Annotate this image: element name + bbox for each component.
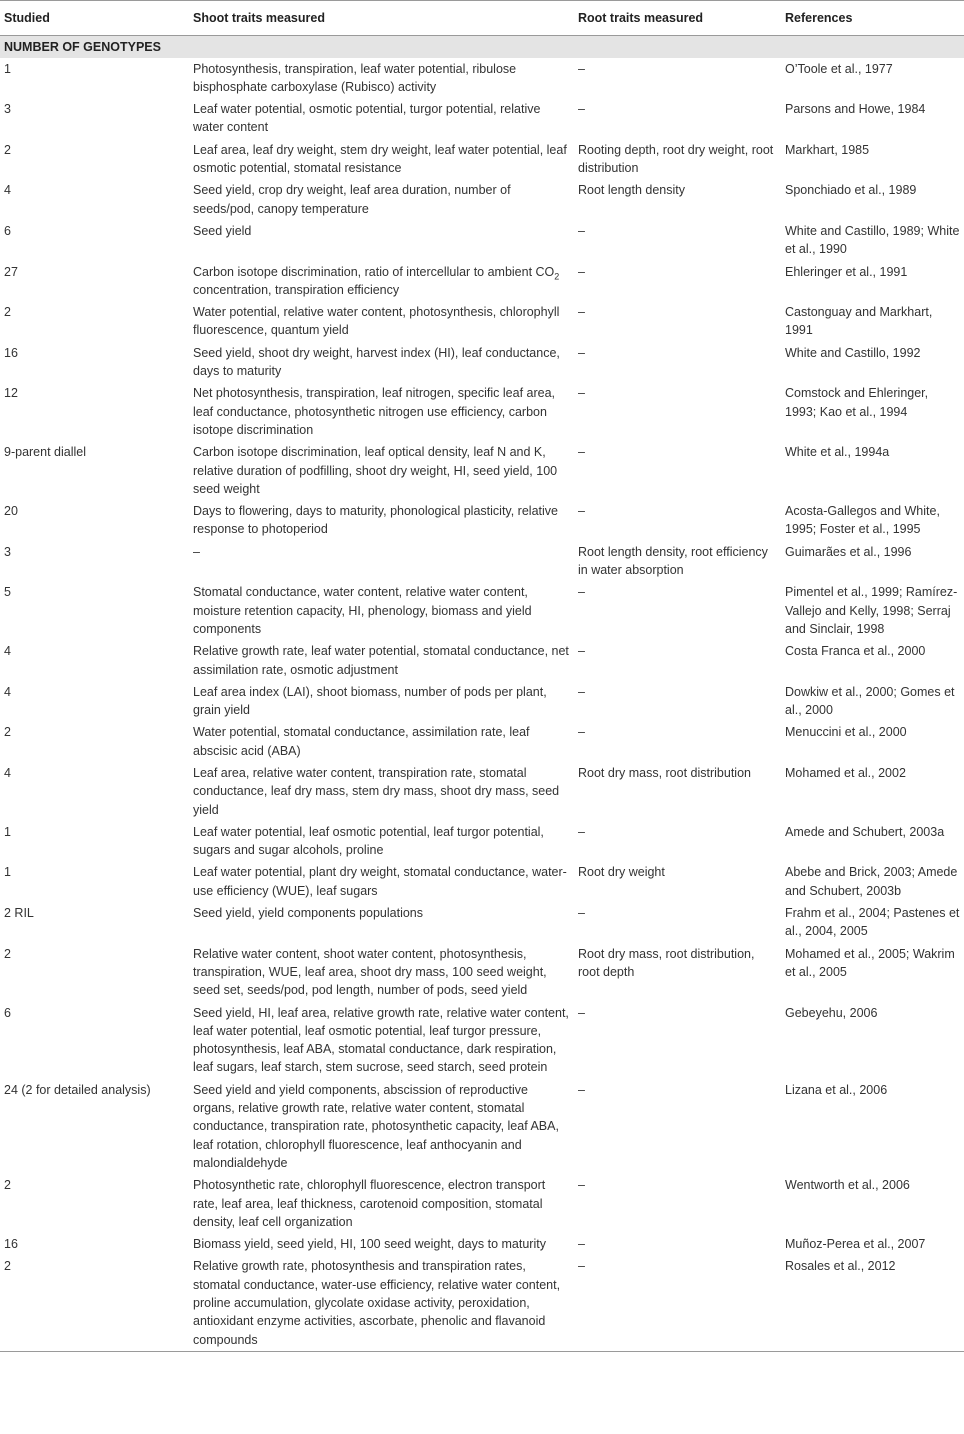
cell-references: Castonguay and Markhart, 1991 bbox=[785, 305, 933, 338]
cell-studied: 4 bbox=[4, 684, 11, 699]
cell-references: Wentworth et al., 2006 bbox=[785, 1178, 910, 1193]
cell-studied: 12 bbox=[4, 386, 18, 401]
table-row bbox=[0, 1002, 964, 1079]
shoot-text-part: Carbon isotope discrimination, ratio of intercellular to ambient CO bbox=[193, 264, 555, 279]
table-row bbox=[0, 382, 964, 441]
cell-references: White and Castillo, 1992 bbox=[785, 345, 921, 360]
cell-studied: 9-parent diallel bbox=[4, 445, 86, 460]
cell-shoot-traits: Water potential, relative water content, photosynthesis, chlorophyll fluorescence, quantum yield bbox=[193, 305, 560, 338]
cell-shoot-traits: Water potential, stomatal conductance, assimilation rate, leaf abscisic acid (ABA) bbox=[193, 725, 530, 758]
cell-shoot-traits: Leaf area, leaf dry weight, stem dry weight, leaf water potential, leaf osmotic potential, stomatal resistance bbox=[193, 142, 567, 176]
cell-references: Abebe and Brick, 2003; Amede and Schubert, 2003b bbox=[785, 865, 958, 898]
cell-root-traits: – bbox=[574, 1255, 781, 1351]
cell-studied: 4 bbox=[4, 183, 11, 198]
header-row bbox=[0, 1, 964, 36]
cell-root-traits: – bbox=[578, 906, 585, 921]
shoot-subscript: 2 bbox=[554, 271, 560, 282]
table-row bbox=[0, 441, 964, 500]
cell-studied: 27 bbox=[4, 264, 18, 279]
cell-shoot-traits: Photosynthesis, transpiration, leaf water potential, ribulose bisphosphate carboxylase (Rubisco) activity bbox=[193, 61, 517, 94]
cell-references: Acosta-Gallegos and White, 1995; Foster et al., 1995 bbox=[785, 504, 940, 537]
cell-shoot-traits: Leaf area index (LAI), shoot biomass, number of pods per plant, grain yield bbox=[193, 684, 547, 718]
cell-references: Costa Franca et al., 2000 bbox=[785, 644, 926, 659]
cell-shoot-traits: Seed yield, yield components populations bbox=[193, 906, 424, 921]
cell-shoot-traits: Stomatal conductance, water content, relative water content, moisture retention capacity, HI, phenology, biomass and yield components bbox=[193, 585, 532, 636]
header-studied: Studied bbox=[0, 1, 189, 36]
cell-shoot-traits: Biomass yield, seed yield, HI, 100 seed weight, days to maturity bbox=[193, 1237, 546, 1252]
cell-references: Markhart, 1985 bbox=[785, 142, 870, 157]
cell-studied: 2 bbox=[4, 142, 11, 157]
section-row bbox=[0, 36, 964, 58]
table-row bbox=[0, 1174, 964, 1233]
cell-references: Dowkiw et al., 2000; Gomes et al., 2000 bbox=[785, 684, 955, 718]
cell-shoot-traits: Relative growth rate, leaf water potential, stomatal conductance, net assimilation rate, osmotic adjustment bbox=[193, 644, 569, 677]
cell-root-traits: Rooting depth, root dry weight, root distribution bbox=[578, 142, 774, 176]
cell-references: Lizana et al., 2006 bbox=[785, 1082, 888, 1097]
cell-studied: 1 bbox=[4, 824, 11, 839]
cell-root-traits: – bbox=[578, 1178, 585, 1193]
cell-shoot-traits bbox=[189, 261, 574, 302]
cell-root-traits: – bbox=[578, 725, 585, 740]
cell-root-traits: – bbox=[578, 644, 585, 659]
section-label: NUMBER OF GENOTYPES bbox=[0, 36, 964, 58]
cell-studied: 3 bbox=[4, 102, 11, 117]
cell-root-traits: Root length density, root efficiency in water absorption bbox=[578, 544, 768, 578]
cell-studied: 5 bbox=[4, 585, 11, 600]
cell-references: White and Castillo, 1989; White et al., 1990 bbox=[785, 223, 960, 257]
cell-shoot-traits: Carbon isotope discrimination, leaf optical density, leaf N and K, relative duration of podfilling, shoot dry weight, HI, seed yield, 100 seed weight bbox=[193, 445, 558, 496]
cell-references: Gebeyehu, 2006 bbox=[785, 1005, 878, 1020]
cell-studied: 2 bbox=[4, 1178, 11, 1193]
cell-references: Rosales et al., 2012 bbox=[781, 1255, 964, 1351]
cell-studied: 3 bbox=[4, 544, 11, 559]
cell-studied: 2 bbox=[0, 1255, 189, 1351]
cell-references: Frahm et al., 2004; Pastenes et al., 2004, 2005 bbox=[785, 906, 960, 939]
cell-studied: 2 bbox=[4, 725, 11, 740]
table-row bbox=[0, 261, 964, 302]
cell-root-traits: – bbox=[578, 305, 585, 320]
cell-shoot-traits: Seed yield, shoot dry weight, harvest index (HI), leaf conductance, days to maturity bbox=[193, 345, 560, 379]
cell-shoot-traits: Relative water content, shoot water content, photosynthesis, transpiration, WUE, leaf area, shoot dry mass, 100 seed weight, seed set, seeds/pod, pod length, number of pods, seed yield bbox=[193, 946, 547, 998]
cell-studied: 16 bbox=[4, 1237, 18, 1252]
table-row bbox=[0, 762, 964, 821]
cell-shoot-traits: Seed yield bbox=[193, 223, 252, 238]
cell-root-traits: – bbox=[578, 264, 585, 279]
cell-studied: 1 bbox=[4, 61, 11, 76]
cell-shoot-traits: Seed yield, HI, leaf area, relative growth rate, relative water content, leaf water potential, leaf osmotic potential, leaf turgor pressure, photosynthesis, leaf ABA, stomatal conductance, dark respiration, leaf sugars, leaf starch, stem sucrose, seed starch, seed protein bbox=[193, 1005, 569, 1075]
cell-root-traits: Root length density bbox=[578, 183, 686, 198]
table-row bbox=[0, 721, 964, 762]
cell-shoot-traits: – bbox=[193, 544, 200, 559]
cell-shoot-traits: Leaf water potential, leaf osmotic potential, leaf turgor potential, sugars and sugar alcohols, proline bbox=[193, 824, 544, 858]
cell-references: Ehleringer et al., 1991 bbox=[785, 264, 908, 279]
shoot-text-part: concentration, transpiration efficiency bbox=[193, 282, 400, 297]
cell-root-traits: – bbox=[578, 684, 585, 699]
table-row bbox=[0, 500, 964, 541]
table-row bbox=[0, 139, 964, 180]
table-row bbox=[0, 681, 964, 722]
cell-studied: 2 RIL bbox=[4, 906, 34, 921]
cell-studied: 16 bbox=[4, 345, 18, 360]
cell-root-traits: – bbox=[578, 585, 585, 600]
cell-root-traits: – bbox=[578, 824, 585, 839]
header-references: References bbox=[781, 1, 964, 36]
table-row bbox=[0, 943, 964, 1002]
table-row bbox=[0, 98, 964, 139]
cell-studied: 4 bbox=[4, 765, 11, 780]
table-row bbox=[0, 301, 964, 342]
cell-references: Menuccini et al., 2000 bbox=[785, 725, 907, 740]
cell-root-traits: – bbox=[578, 61, 585, 76]
cell-root-traits: – bbox=[578, 1005, 585, 1020]
cell-root-traits: – bbox=[578, 1237, 585, 1252]
cell-shoot-traits: Leaf water potential, plant dry weight, stomatal conductance, water-use efficiency (WUE), leaf sugars bbox=[193, 865, 567, 898]
table-row bbox=[0, 640, 964, 681]
cell-references: Parsons and Howe, 1984 bbox=[785, 102, 926, 117]
cell-studied: 6 bbox=[4, 223, 11, 238]
cell-shoot-traits: Net photosynthesis, transpiration, leaf nitrogen, specific leaf area, leaf conductance, photosynthetic nitrogen use efficiency, carbon isotope discrimination bbox=[193, 386, 556, 437]
cell-references: Guimarães et al., 1996 bbox=[785, 544, 912, 559]
cell-root-traits: – bbox=[578, 345, 585, 360]
table-row bbox=[0, 58, 964, 99]
cell-studied: 20 bbox=[4, 504, 18, 519]
cell-root-traits: – bbox=[578, 445, 585, 460]
cell-root-traits: – bbox=[578, 102, 585, 117]
table-row bbox=[0, 220, 964, 261]
cell-shoot-traits: Leaf water potential, osmotic potential, turgor potential, relative water content bbox=[193, 102, 541, 135]
cell-root-traits: – bbox=[578, 504, 585, 519]
cell-studied: 6 bbox=[4, 1005, 11, 1020]
table-row bbox=[0, 1079, 964, 1174]
cell-references: Mohamed et al., 2005; Wakrim et al., 2005 bbox=[785, 946, 955, 979]
cell-studied: 4 bbox=[4, 644, 11, 659]
cell-shoot-traits: Relative growth rate, photosynthesis and transpiration rates, stomatal conductance, water-use efficiency, relative water content, proline accumulation, glycolate oxidase activity, peroxidation, antioxidant enzyme activities, ascorbate, phenolic and flavanoid compounds bbox=[189, 1255, 574, 1351]
table-row bbox=[0, 581, 964, 640]
cell-shoot-traits: Days to flowering, days to maturity, phonological plasticity, relative response to photoperiod bbox=[193, 504, 558, 537]
cell-shoot-traits: Leaf area, relative water content, transpiration rate, stomatal conductance, leaf dry mass, stem dry mass, shoot dry mass, seed yield bbox=[193, 765, 560, 817]
cell-references: Sponchiado et al., 1989 bbox=[785, 183, 917, 198]
table-row bbox=[0, 179, 964, 220]
cell-references: White et al., 1994a bbox=[785, 445, 890, 460]
cell-shoot-traits: Seed yield and yield components, abscission of reproductive organs, relative growth rate, relative water content, stomatal conductance, transpiration rate, photosynthetic capacity, leaf ABA, leaf rotation, chlorophyll fluorescence, leaf anthocyanin and malondialdehyde bbox=[193, 1082, 559, 1170]
header-root-traits: Root traits measured bbox=[574, 1, 781, 36]
cell-root-traits: Root dry mass, root distribution bbox=[578, 765, 751, 780]
cell-shoot-traits: Photosynthetic rate, chlorophyll fluorescence, electron transport rate, leaf area, leaf thickness, carotenoid composition, stomatal density, leaf cell organization bbox=[193, 1178, 546, 1229]
cell-studied: 2 bbox=[4, 946, 11, 961]
table-row bbox=[0, 342, 964, 383]
cell-references: O’Toole et al., 1977 bbox=[785, 61, 893, 76]
cell-shoot-traits: Seed yield, crop dry weight, leaf area duration, number of seeds/pod, canopy temperature bbox=[193, 183, 511, 216]
cell-root-traits: Root dry weight bbox=[578, 865, 665, 880]
cell-references: Pimentel et al., 1999; Ramírez-Vallejo and Kelly, 1998; Serraj and Sinclair, 1998 bbox=[785, 585, 958, 636]
header-shoot-traits: Shoot traits measured bbox=[189, 1, 574, 36]
cell-studied: 2 bbox=[4, 305, 11, 320]
table-row bbox=[0, 541, 964, 582]
cell-references: Muñoz-Perea et al., 2007 bbox=[785, 1237, 926, 1252]
table-row bbox=[0, 902, 964, 943]
cell-references: Mohamed et al., 2002 bbox=[785, 765, 906, 780]
table-row bbox=[0, 861, 964, 902]
cell-root-traits: – bbox=[578, 223, 585, 238]
cell-references: Amede and Schubert, 2003a bbox=[785, 824, 945, 839]
cell-root-traits: – bbox=[578, 1082, 585, 1097]
cell-references: Comstock and Ehleringer, 1993; Kao et al., 1994 bbox=[785, 386, 929, 419]
cell-studied: 1 bbox=[4, 865, 11, 880]
table-row bbox=[0, 821, 964, 862]
table-row bbox=[0, 1255, 964, 1351]
cell-studied: 24 (2 for detailed analysis) bbox=[4, 1082, 151, 1097]
cell-root-traits: – bbox=[578, 386, 585, 401]
cell-root-traits: Root dry mass, root distribution, root depth bbox=[578, 946, 755, 979]
table-row bbox=[0, 1233, 964, 1255]
